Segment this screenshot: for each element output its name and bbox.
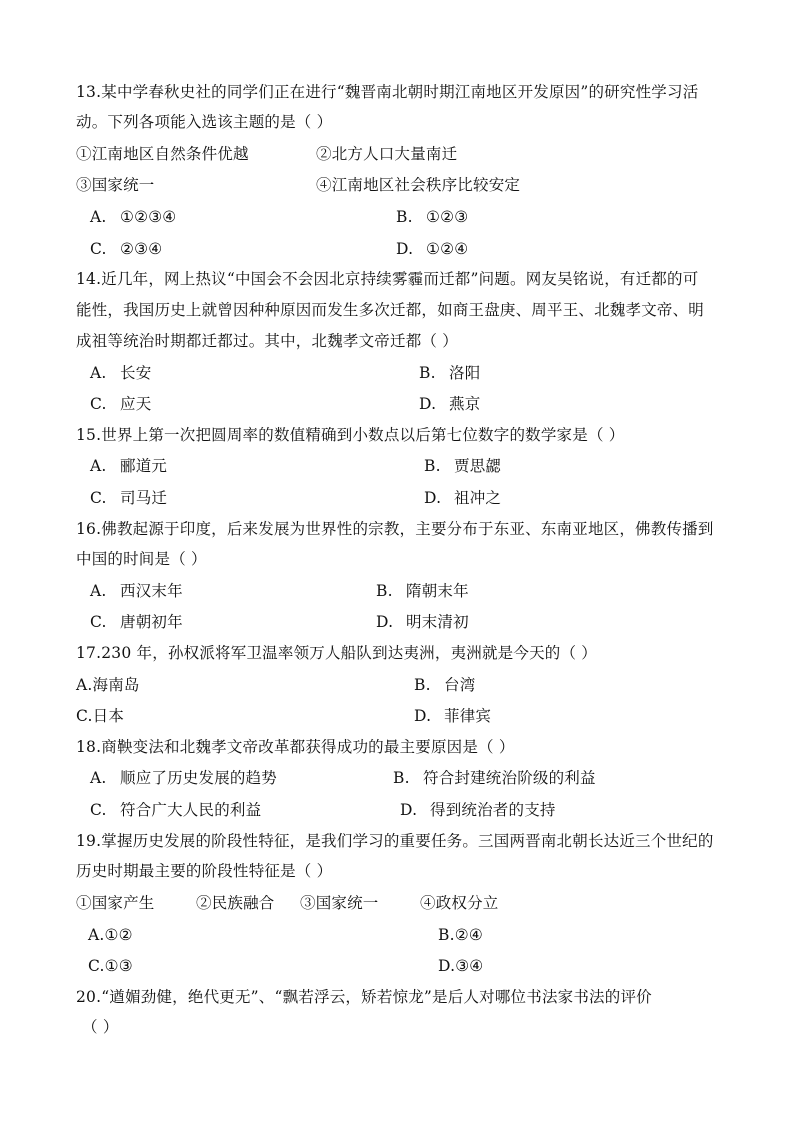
question-14-text-cont2: 成祖等统治时期都迁都过。其中，北魏孝文帝迁都（ ） <box>76 332 458 350</box>
question-16-option-a[interactable]: A. 西汉末年 <box>90 582 183 600</box>
question-17-option-d[interactable]: D. 菲律宾 <box>414 707 492 725</box>
question-19-option-d[interactable]: D.③④ <box>438 957 484 975</box>
question-13-statement-2: ②北方人口大量南迁 <box>316 145 458 163</box>
question-19-text-cont: 历史时期最主要的阶段性特征是（ ） <box>76 862 333 880</box>
question-13-text-cont: 动。下列各项能入选该主题的是（ ） <box>76 113 333 131</box>
question-15-option-d[interactable]: D. 祖冲之 <box>424 489 502 507</box>
question-19-option-a[interactable]: A.①② <box>88 926 133 944</box>
question-19-statement-4: ④政权分立 <box>420 894 499 912</box>
question-13-statement-4: ④江南地区社会秩序比较安定 <box>316 176 521 194</box>
question-13-statement-1: ①江南地区自然条件优越 <box>76 145 249 163</box>
question-13-text: 13.某中学春秋史社的同学们正在进行“魏晋南北朝时期江南地区开发原因”的研究性学习活 <box>76 83 699 101</box>
question-14-option-d[interactable]: D. 燕京 <box>419 395 481 413</box>
question-15-option-c[interactable]: C. 司马迁 <box>90 489 168 507</box>
question-17-option-a[interactable]: A.海南岛 <box>76 676 140 694</box>
question-14-option-a[interactable]: A. 长安 <box>90 364 152 382</box>
question-15-text: 15.世界上第一次把圆周率的数值精确到小数点以后第七位数字的数学家是（ ） <box>76 426 625 444</box>
question-20-answer-blank[interactable]: （ ） <box>82 1018 119 1036</box>
question-19-text: 19.掌握历史发展的阶段性特征，是我们学习的重要任务。三国两晋南北朝长达近三个世纪的 <box>76 832 714 850</box>
question-15-option-a[interactable]: A. 郦道元 <box>90 457 168 475</box>
question-16-text: 16.佛教起源于印度，后来发展为世界性的宗教，主要分布于东亚、东南亚地区，佛教传播到 <box>76 520 714 538</box>
question-19-statement-2: ②民族融合 <box>196 894 275 912</box>
question-18-option-b[interactable]: B. 符合封建统治阶级的利益 <box>393 769 596 787</box>
question-14-option-b[interactable]: B. 洛阳 <box>419 364 481 382</box>
question-19-option-c[interactable]: C.①③ <box>88 957 133 975</box>
question-17-option-b[interactable]: B. 台湾 <box>414 676 476 694</box>
question-13-option-c[interactable]: C. ②③④ <box>90 240 163 258</box>
question-19-option-b[interactable]: B.②④ <box>438 926 483 944</box>
question-18-text: 18.商鞅变法和北魏孝文帝改革都获得成功的最主要原因是（ ） <box>76 738 515 756</box>
question-19-statement-3: ③国家统一 <box>300 894 379 912</box>
question-16-option-b[interactable]: B. 隋朝末年 <box>376 582 469 600</box>
question-18-option-a[interactable]: A. 顺应了历史发展的趋势 <box>90 769 278 787</box>
question-14-text-cont: 能性，我国历史上就曾因种种原因而发生多次迁都，如商王盘庚、周平王、北魏孝文帝、明 <box>76 301 705 319</box>
question-16-text-cont: 中国的时间是（ ） <box>76 550 207 568</box>
question-13-option-a[interactable]: A. ①②③④ <box>90 208 177 226</box>
question-18-option-c[interactable]: C. 符合广大人民的利益 <box>90 801 262 819</box>
question-13-option-b[interactable]: B. ①②③ <box>396 208 469 226</box>
question-14-text: 14.近几年，网上热议“中国会不会因北京持续雾霾而迁都”问题。网友吴铭说，有迁都的可 <box>76 270 699 288</box>
question-16-option-c[interactable]: C. 唐朝初年 <box>90 613 183 631</box>
question-14-option-c[interactable]: C. 应天 <box>90 395 152 413</box>
question-15-option-b[interactable]: B. 贾思勰 <box>424 457 502 475</box>
question-17-text: 17.230 年，孙权派将军卫温率领万人船队到达夷洲，夷洲就是今天的（ ） <box>76 644 597 662</box>
question-13-statement-3: ③国家统一 <box>76 176 155 194</box>
question-18-option-d[interactable]: D. 得到统治者的支持 <box>400 801 556 819</box>
question-17-option-c[interactable]: C.日本 <box>76 707 125 725</box>
question-13-option-d[interactable]: D. ①②④ <box>396 240 469 258</box>
question-19-statement-1: ①国家产生 <box>76 894 155 912</box>
question-16-option-d[interactable]: D. 明末清初 <box>376 613 469 631</box>
question-20-text: 20.“遒媚劲健，绝代更无”、“飘若浮云，矫若惊龙”是后人对哪位书法家书法的评价 <box>76 988 652 1006</box>
